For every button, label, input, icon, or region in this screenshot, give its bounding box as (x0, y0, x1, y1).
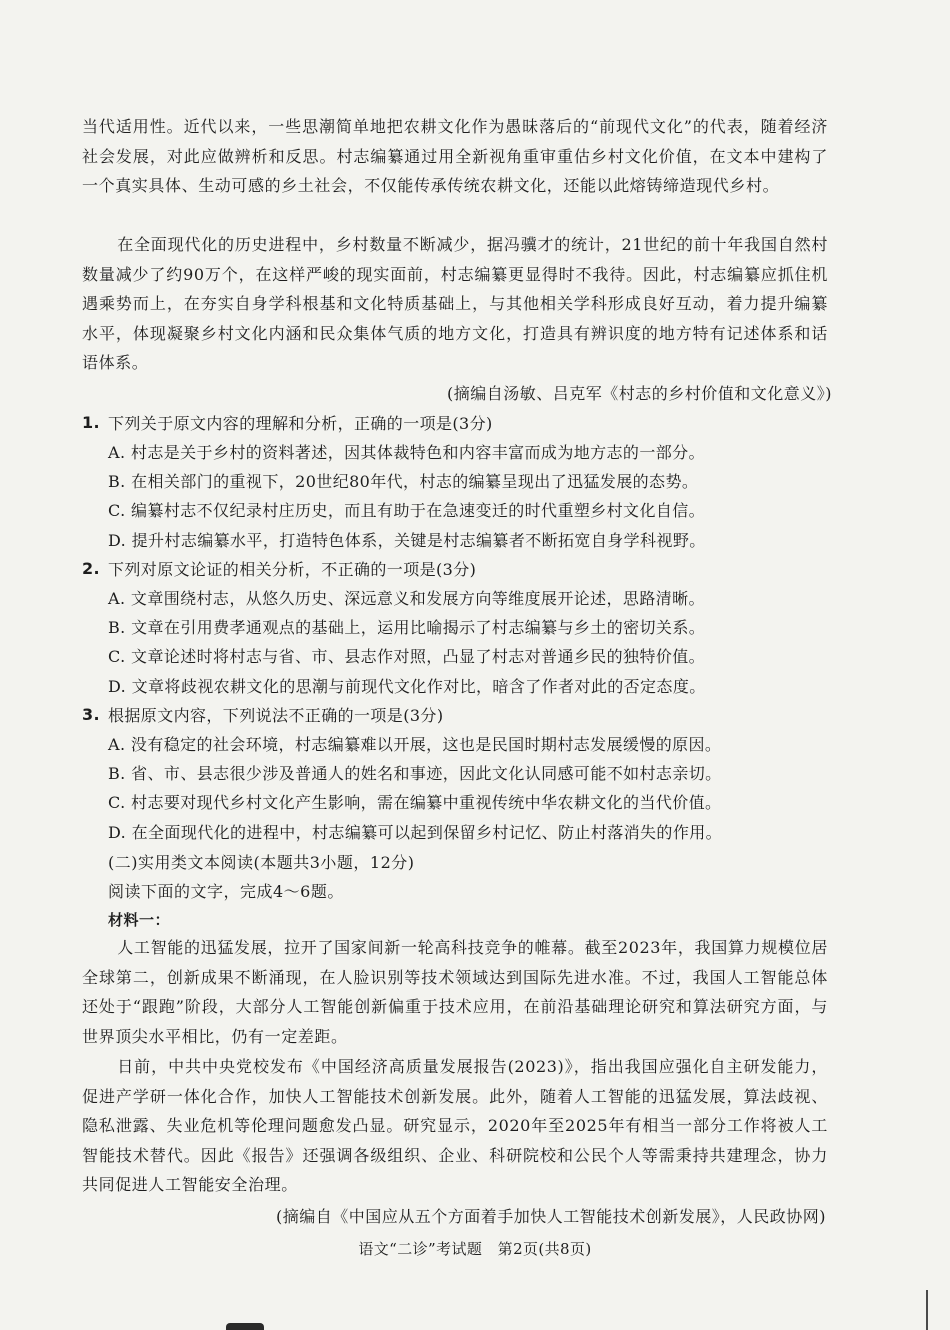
paragraph-4: 日前，中共中央党校发布《中国经济高质量发展报告(2023)》，指出我国应强化自主研发能力，促进产学研一体化合作，加快人工智能技术创新发展。此外，随着人工智能的迅猛发展，算法歧视、隐私泄露、失业危机等伦理问题愈发凸显。研究显示，2020年至2025年有相当一部分工作将被人工智能技术替代。因此《报告》还强调各级组织、企业、科研院校和公民个人等需秉持共建理念，协力共同促进人工智能安全治理。 (82, 1057, 828, 1194)
page-footer: 语文“二诊”考试题 第2页(共8页) (358, 1240, 592, 1258)
question-text: 根据原文内容，下列说法不正确的一项是(3分) (108, 706, 444, 725)
paragraph-3: 人工智能的迅猛发展，拉开了国家间新一轮高科技竞争的帷幕。截至2023年，我国算力规模位居全球第二，创新成果不断涌现，在人脸识别等技术领域达到国际先进水准。不过，我国人工智能总体还处于“跟跑”阶段，大部分人工智能创新偏重于技术应用，在前沿基础理论研究和算法研究方面，与世界顶尖水平相比，仍有一定差距。 (82, 938, 828, 1046)
option-d: D. 在全面现代化的进程中，村志编纂可以起到保留乡村记忆、防止村落消失的作用。 (108, 822, 723, 842)
question-number: 3. (82, 705, 101, 724)
question-stem (82, 554, 852, 583)
option-a: A. 没有稳定的社会环境，村志编纂难以开展，这也是民国时期村志发展缓慢的原因。 (108, 735, 722, 755)
paragraph-1: 当代适用性。近代以来，一些思潮简单地把农耕文化作为愚昧落后的“前现代文化”的代表，随着经济社会发展，对此应做辨析和反思。村志编纂通过用全新视角重审重估乡村文化价值，在文本中建构了一个真实具体、生动可感的乡土社会，不仅能传承传统农耕文化，还能以此熔铸缔造现代乡村。 (82, 117, 828, 195)
section-2-title: (二)实用类文本阅读(本题共3小题，12分) (108, 853, 415, 872)
option-d: D. 文章将歧视农耕文化的思潮与前现代文化作对比，暗含了作者对此的否定态度。 (108, 676, 706, 696)
scan-edge-mark (926, 1290, 928, 1330)
option-c: C. 村志要对现代乡村文化产生影响，需在编纂中重视传统中华农耕文化的当代价值。 (108, 793, 722, 813)
source-citation-2: (摘编自《中国应从五个方面着手加快人工智能技术创新发展》，人民政协网) (276, 1207, 826, 1226)
question-stem (82, 700, 852, 729)
source-citation-1: (摘编自汤敏、吕克军《村志的乡村价值和文化意义》) (447, 384, 832, 403)
question-number: 1. (82, 413, 101, 432)
question-text: 下列关于原文内容的理解和分析，正确的一项是(3分) (108, 414, 493, 433)
option-c: C. 编纂村志不仅纪录村庄历史，而且有助于在急速变迁的时代重塑乡村文化自信。 (108, 501, 706, 521)
option-d: D. 提升村志编纂水平，打造特色体系，关键是村志编纂者不断拓宽自身学科视野。 (108, 530, 706, 550)
option-b: B. 在相关部门的重视下，20世纪80年代，村志的编纂呈现出了迅猛发展的态势。 (108, 472, 699, 492)
paragraph-2: 在全面现代化的历史进程中，乡村数量不断减少，据冯骥才的统计，21世纪的前十年我国自然村数量减少了约90万个，在这样严峻的现实面前，村志编纂更显得时不我待。因此，村志编纂应抓住机遇乘势而上，在夯实自身学科根基和文化特质基础上，与其他相关学科形成良好互动，着力提升编纂水平，体现凝聚乡村文化内涵和民众集体气质的地方文化，打造具有辨识度的地方特有记述体系和话语体系。 (82, 235, 828, 372)
scan-smudge (226, 1323, 264, 1330)
material-1-label: 材料一： (108, 911, 171, 929)
option-a: A. 村志是关于乡村的资料著述，因其体裁特色和内容丰富而成为地方志的一部分。 (108, 443, 705, 463)
question-stem (82, 408, 852, 437)
question-1 (82, 408, 852, 554)
question-number: 2. (82, 559, 101, 578)
option-b: B. 省、市、县志很少涉及普通人的姓名和事迹，因此文化认同感可能不如村志亲切。 (108, 764, 722, 784)
section-2-instruction: 阅读下面的文字，完成4～6题。 (108, 882, 344, 901)
option-b: B. 文章在引用费孝通观点的基础上，运用比喻揭示了村志编纂与乡土的密切关系。 (108, 618, 706, 638)
question-3 (82, 700, 852, 846)
option-c: C. 文章论述时将村志与省、市、县志作对照，凸显了村志对普通乡民的独特价值。 (108, 647, 706, 667)
option-a: A. 文章围绕村志，从悠久历史、深远意义和发展方向等维度展开论述，思路清晰。 (108, 589, 705, 609)
question-2 (82, 554, 852, 700)
question-text: 下列对原文论证的相关分析，不正确的一项是(3分) (108, 560, 477, 579)
